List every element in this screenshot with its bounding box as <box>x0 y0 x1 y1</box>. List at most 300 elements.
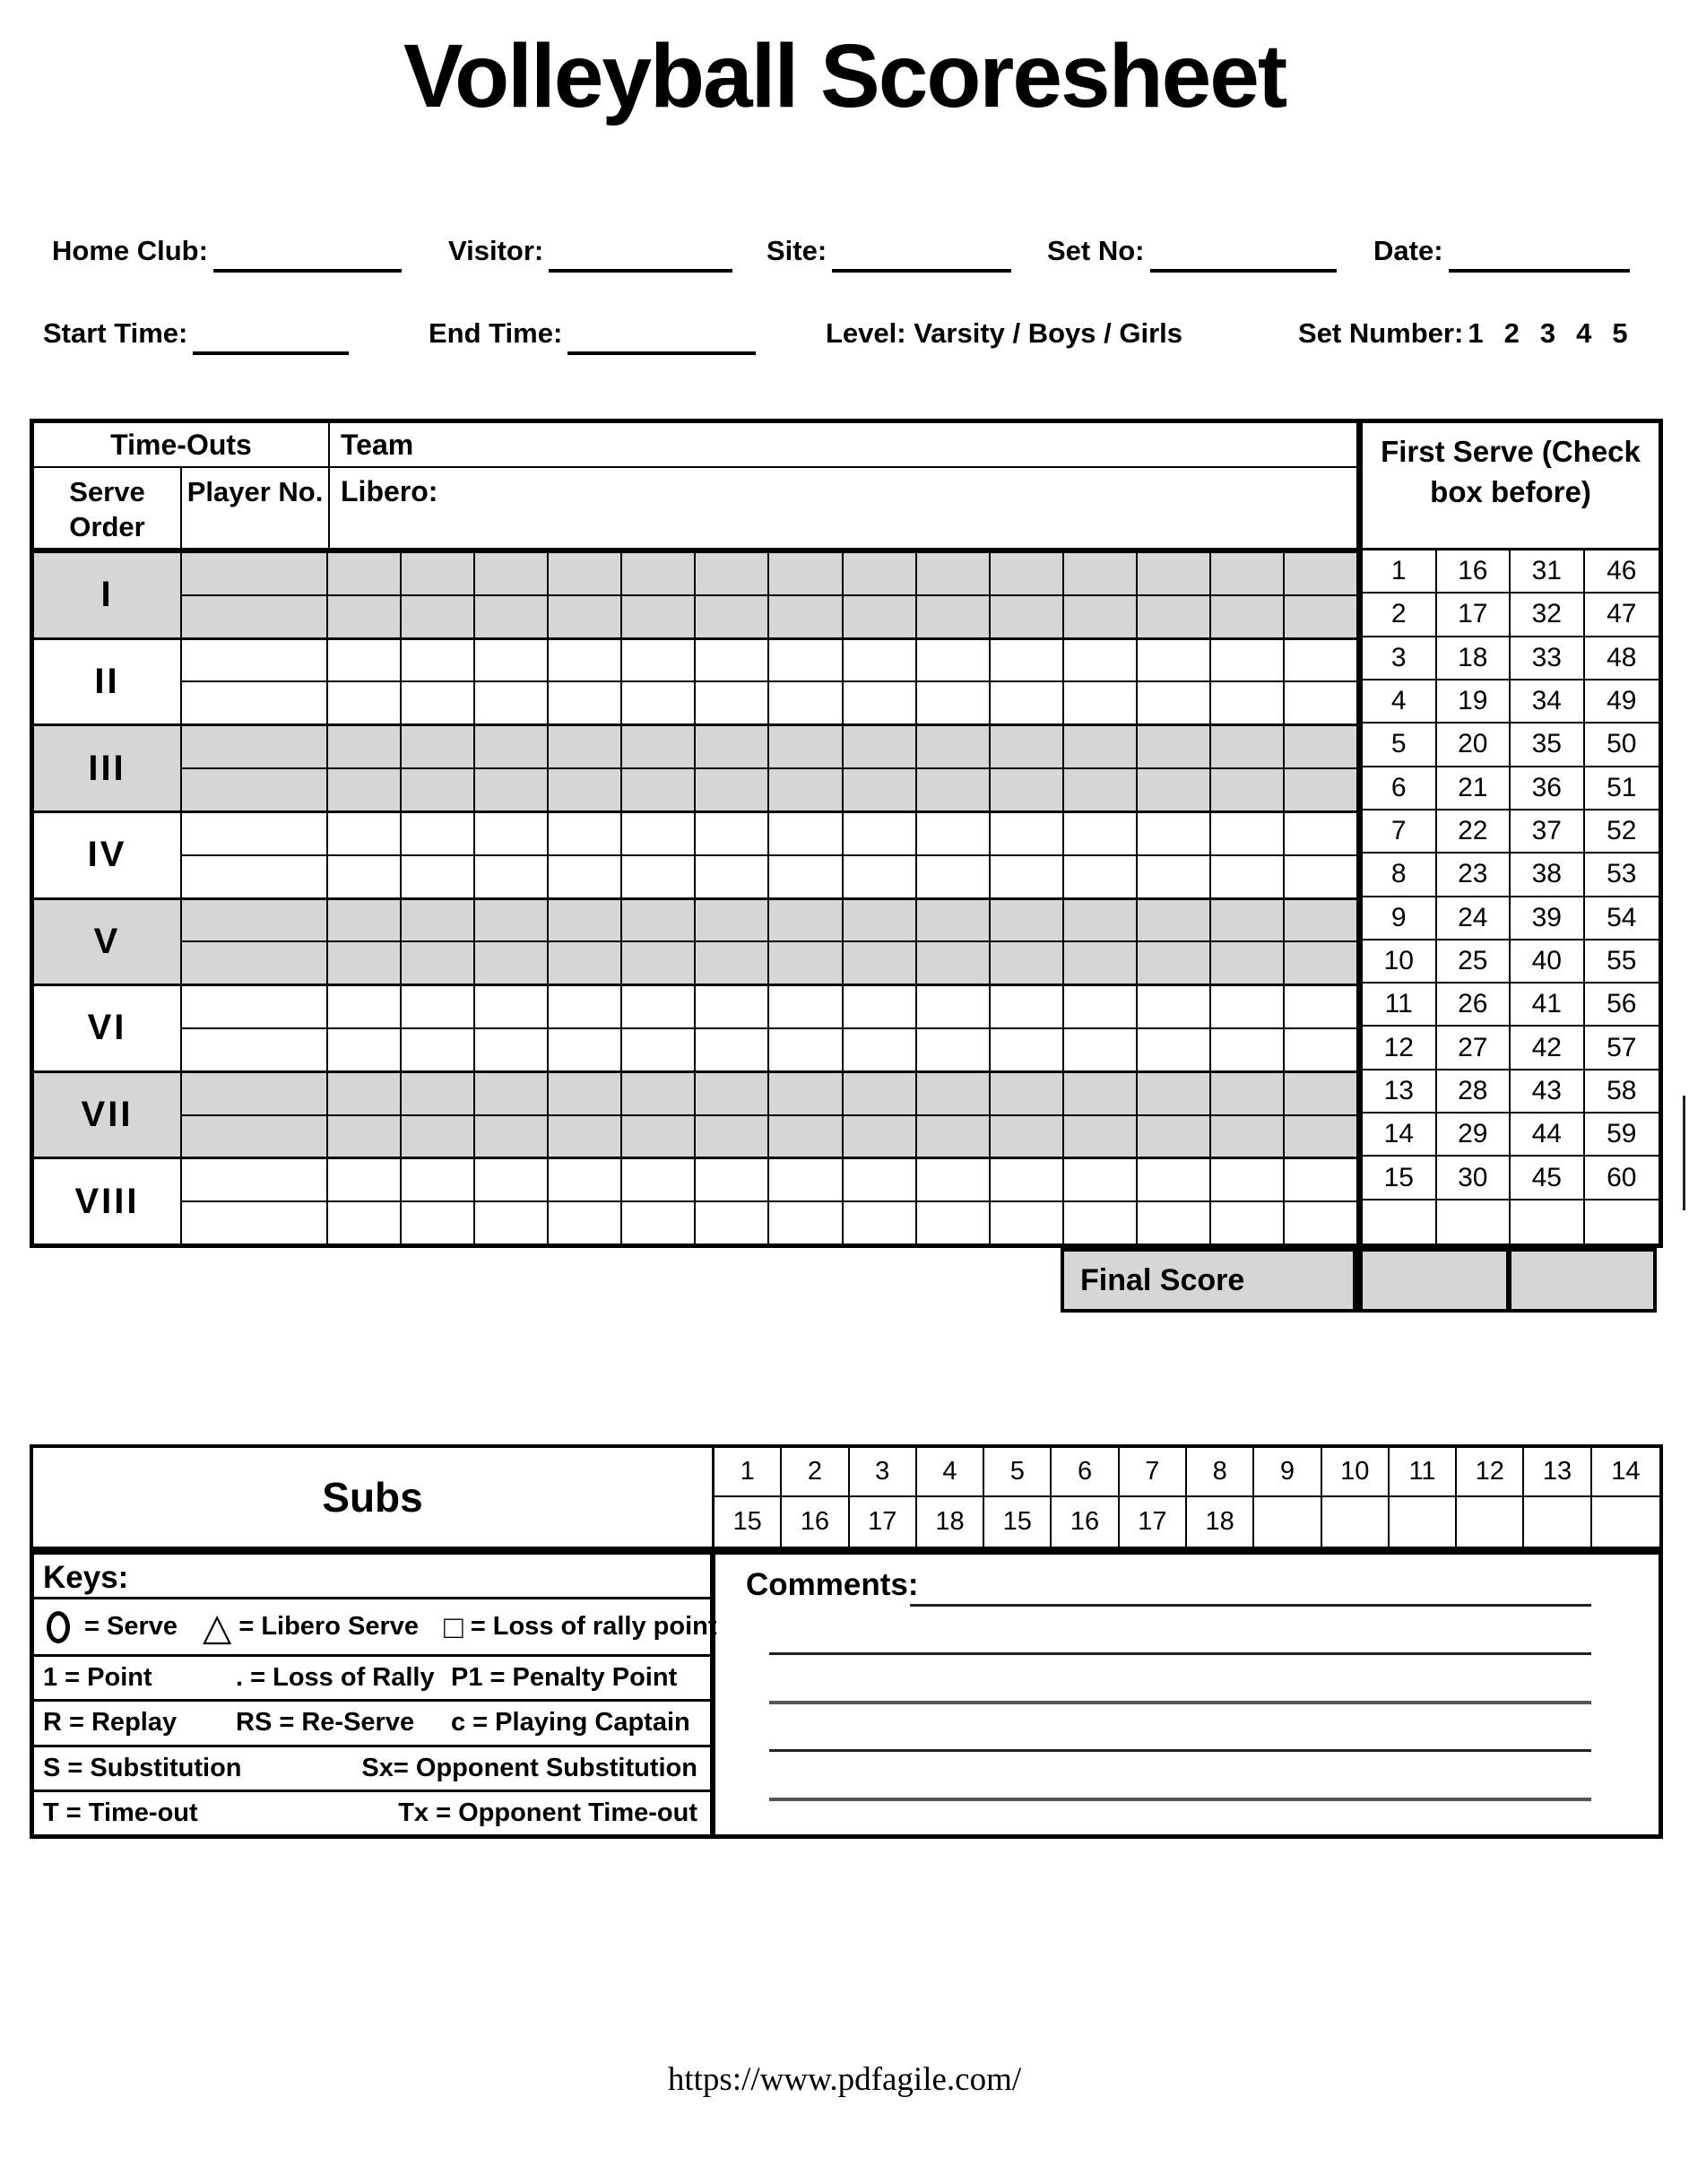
score-cell[interactable] <box>844 1159 917 1200</box>
score-cell[interactable] <box>622 726 696 767</box>
date-input[interactable] <box>1449 235 1630 273</box>
first-serve-cell[interactable]: 59 <box>1585 1114 1659 1157</box>
score-cell[interactable] <box>402 900 475 941</box>
score-cell[interactable] <box>1064 813 1138 854</box>
score-cell[interactable] <box>622 596 696 637</box>
score-cell[interactable] <box>844 596 917 637</box>
score-cell[interactable] <box>696 596 769 637</box>
score-cell[interactable] <box>1285 553 1356 594</box>
score-cell[interactable] <box>622 1159 696 1200</box>
score-cell[interactable] <box>696 726 769 767</box>
score-cell[interactable] <box>549 1073 622 1114</box>
set-no-input[interactable] <box>1150 235 1337 273</box>
visitor-input[interactable] <box>549 235 732 273</box>
first-serve-cell[interactable]: 41 <box>1511 984 1585 1027</box>
first-serve-cell[interactable]: 4 <box>1363 680 1437 724</box>
score-cell[interactable] <box>1285 900 1356 941</box>
first-serve-cell[interactable]: 30 <box>1437 1157 1511 1200</box>
set-number-option[interactable]: 5 <box>1612 317 1628 349</box>
first-serve-cell[interactable]: 1 <box>1363 550 1437 594</box>
score-cell[interactable] <box>844 682 917 724</box>
final-score-home-cell[interactable] <box>1363 1248 1510 1313</box>
score-cell[interactable] <box>1211 682 1285 724</box>
first-serve-cell[interactable]: 32 <box>1511 594 1585 637</box>
score-cell[interactable] <box>1211 813 1285 854</box>
score-cell[interactable] <box>328 553 402 594</box>
score-cell[interactable] <box>328 1159 402 1200</box>
score-cell[interactable] <box>991 769 1064 810</box>
score-cell[interactable] <box>549 1202 622 1244</box>
first-serve-cell[interactable]: 6 <box>1363 767 1437 810</box>
first-serve-cell[interactable]: 47 <box>1585 594 1659 637</box>
score-cell[interactable] <box>328 596 402 637</box>
score-cell[interactable] <box>1285 1159 1356 1200</box>
first-serve-cell[interactable]: 25 <box>1437 940 1511 984</box>
first-serve-cell[interactable]: 21 <box>1437 767 1511 810</box>
score-cell[interactable] <box>696 1116 769 1157</box>
score-cell[interactable] <box>328 942 402 984</box>
score-cell[interactable] <box>844 942 917 984</box>
player-no-cell[interactable] <box>182 1202 328 1244</box>
set-number-option[interactable]: 1 <box>1468 317 1484 349</box>
subs-cell[interactable] <box>1457 1497 1524 1547</box>
score-cell[interactable] <box>1064 726 1138 767</box>
score-cell[interactable] <box>1138 1202 1211 1244</box>
score-cell[interactable] <box>475 856 549 897</box>
score-cell[interactable] <box>991 986 1064 1027</box>
set-number-option[interactable]: 4 <box>1576 317 1592 349</box>
score-cell[interactable] <box>991 596 1064 637</box>
score-cell[interactable] <box>402 986 475 1027</box>
score-cell[interactable] <box>1211 1073 1285 1114</box>
score-cell[interactable] <box>1211 856 1285 897</box>
subs-cell[interactable]: 18 <box>917 1497 984 1547</box>
first-serve-cell[interactable]: 17 <box>1437 594 1511 637</box>
subs-cell[interactable] <box>1524 1497 1591 1547</box>
score-cell[interactable] <box>328 1073 402 1114</box>
first-serve-cell[interactable]: 37 <box>1511 810 1585 854</box>
first-serve-cell[interactable] <box>1363 1200 1437 1244</box>
score-cell[interactable] <box>328 900 402 941</box>
score-cell[interactable] <box>1138 900 1211 941</box>
score-cell[interactable] <box>328 769 402 810</box>
score-cell[interactable] <box>917 900 991 941</box>
first-serve-cell[interactable]: 48 <box>1585 637 1659 680</box>
score-cell[interactable] <box>1064 942 1138 984</box>
score-cell[interactable] <box>549 900 622 941</box>
first-serve-cell[interactable]: 22 <box>1437 810 1511 854</box>
score-cell[interactable] <box>1285 1116 1356 1157</box>
score-cell[interactable] <box>844 726 917 767</box>
score-cell[interactable] <box>1138 1029 1211 1070</box>
start-time-input[interactable] <box>193 317 349 355</box>
comments-line[interactable] <box>769 1652 1591 1655</box>
score-cell[interactable] <box>769 640 843 681</box>
score-cell[interactable] <box>328 640 402 681</box>
score-cell[interactable] <box>328 1116 402 1157</box>
score-cell[interactable] <box>917 1029 991 1070</box>
first-serve-cell[interactable] <box>1511 1200 1585 1244</box>
score-cell[interactable] <box>769 900 843 941</box>
score-cell[interactable] <box>1064 553 1138 594</box>
score-cell[interactable] <box>991 856 1064 897</box>
player-no-cell[interactable] <box>182 596 328 637</box>
score-cell[interactable] <box>991 1159 1064 1200</box>
score-cell[interactable] <box>917 769 991 810</box>
subs-cell[interactable]: 18 <box>1187 1497 1254 1547</box>
score-cell[interactable] <box>475 596 549 637</box>
first-serve-cell[interactable]: 45 <box>1511 1157 1585 1200</box>
end-time-input[interactable] <box>567 317 756 355</box>
score-cell[interactable] <box>1138 1116 1211 1157</box>
score-cell[interactable] <box>696 942 769 984</box>
score-cell[interactable] <box>1285 769 1356 810</box>
first-serve-cell[interactable]: 31 <box>1511 550 1585 594</box>
score-cell[interactable] <box>328 726 402 767</box>
subs-cell[interactable]: 8 <box>1187 1448 1254 1497</box>
score-cell[interactable] <box>1138 596 1211 637</box>
score-cell[interactable] <box>769 1029 843 1070</box>
score-cell[interactable] <box>549 942 622 984</box>
first-serve-cell[interactable]: 39 <box>1511 897 1585 940</box>
score-cell[interactable] <box>1211 726 1285 767</box>
first-serve-cell[interactable]: 35 <box>1511 724 1585 767</box>
score-cell[interactable] <box>991 1029 1064 1070</box>
player-no-cell[interactable] <box>182 986 328 1027</box>
player-no-cell[interactable] <box>182 856 328 897</box>
score-cell[interactable] <box>1064 640 1138 681</box>
score-cell[interactable] <box>844 553 917 594</box>
score-cell[interactable] <box>769 813 843 854</box>
score-cell[interactable] <box>769 769 843 810</box>
score-cell[interactable] <box>622 1202 696 1244</box>
score-cell[interactable] <box>402 553 475 594</box>
score-cell[interactable] <box>1138 553 1211 594</box>
score-cell[interactable] <box>549 769 622 810</box>
subs-cell[interactable]: 12 <box>1457 1448 1524 1497</box>
score-cell[interactable] <box>769 553 843 594</box>
score-cell[interactable] <box>696 813 769 854</box>
score-cell[interactable] <box>1285 640 1356 681</box>
score-cell[interactable] <box>402 769 475 810</box>
first-serve-cell[interactable]: 34 <box>1511 680 1585 724</box>
score-cell[interactable] <box>1285 682 1356 724</box>
score-cell[interactable] <box>1138 856 1211 897</box>
score-cell[interactable] <box>1064 900 1138 941</box>
score-cell[interactable] <box>844 769 917 810</box>
first-serve-cell[interactable]: 26 <box>1437 984 1511 1027</box>
player-no-cell[interactable] <box>182 1116 328 1157</box>
score-cell[interactable] <box>844 986 917 1027</box>
score-cell[interactable] <box>402 1159 475 1200</box>
score-cell[interactable] <box>622 942 696 984</box>
comments-line[interactable] <box>769 1701 1591 1704</box>
score-cell[interactable] <box>475 900 549 941</box>
score-cell[interactable] <box>917 986 991 1027</box>
score-cell[interactable] <box>1211 640 1285 681</box>
first-serve-cell[interactable]: 54 <box>1585 897 1659 940</box>
score-cell[interactable] <box>402 1202 475 1244</box>
first-serve-cell[interactable]: 15 <box>1363 1157 1437 1200</box>
first-serve-cell[interactable]: 3 <box>1363 637 1437 680</box>
score-cell[interactable] <box>1064 856 1138 897</box>
score-cell[interactable] <box>769 1159 843 1200</box>
score-cell[interactable] <box>622 986 696 1027</box>
first-serve-cell[interactable]: 29 <box>1437 1114 1511 1157</box>
score-cell[interactable] <box>1211 986 1285 1027</box>
score-cell[interactable] <box>402 1116 475 1157</box>
score-cell[interactable] <box>917 596 991 637</box>
player-no-cell[interactable] <box>182 1029 328 1070</box>
first-serve-cell[interactable]: 20 <box>1437 724 1511 767</box>
score-cell[interactable] <box>475 1202 549 1244</box>
subs-cell[interactable]: 2 <box>782 1448 849 1497</box>
score-cell[interactable] <box>1211 1159 1285 1200</box>
score-cell[interactable] <box>1285 596 1356 637</box>
first-serve-cell[interactable]: 53 <box>1585 854 1659 897</box>
score-cell[interactable] <box>402 640 475 681</box>
score-cell[interactable] <box>1211 1029 1285 1070</box>
score-cell[interactable] <box>991 640 1064 681</box>
level-options[interactable]: Level: Varsity / Boys / Girls <box>826 317 1183 349</box>
player-no-cell[interactable] <box>182 769 328 810</box>
score-cell[interactable] <box>844 900 917 941</box>
score-cell[interactable] <box>549 986 622 1027</box>
first-serve-cell[interactable]: 58 <box>1585 1070 1659 1114</box>
libero-field[interactable]: Libero: <box>341 475 438 507</box>
score-cell[interactable] <box>769 596 843 637</box>
subs-cell[interactable]: 4 <box>917 1448 984 1497</box>
score-cell[interactable] <box>917 1202 991 1244</box>
score-cell[interactable] <box>402 682 475 724</box>
score-cell[interactable] <box>328 682 402 724</box>
first-serve-cell[interactable] <box>1585 1200 1659 1244</box>
score-cell[interactable] <box>622 1116 696 1157</box>
score-cell[interactable] <box>991 1202 1064 1244</box>
first-serve-cell[interactable]: 55 <box>1585 940 1659 984</box>
score-cell[interactable] <box>1211 553 1285 594</box>
score-cell[interactable] <box>402 813 475 854</box>
first-serve-cell[interactable]: 38 <box>1511 854 1585 897</box>
first-serve-cell[interactable] <box>1437 1200 1511 1244</box>
score-cell[interactable] <box>769 856 843 897</box>
first-serve-cell[interactable]: 60 <box>1585 1157 1659 1200</box>
score-cell[interactable] <box>1285 726 1356 767</box>
score-cell[interactable] <box>328 856 402 897</box>
score-cell[interactable] <box>1285 856 1356 897</box>
score-cell[interactable] <box>1285 1029 1356 1070</box>
score-cell[interactable] <box>991 900 1064 941</box>
score-cell[interactable] <box>1211 942 1285 984</box>
subs-cell[interactable]: 14 <box>1592 1448 1659 1497</box>
comments-line[interactable] <box>769 1798 1591 1801</box>
score-cell[interactable] <box>1064 1202 1138 1244</box>
first-serve-cell[interactable]: 33 <box>1511 637 1585 680</box>
score-cell[interactable] <box>622 553 696 594</box>
score-cell[interactable] <box>402 1029 475 1070</box>
score-cell[interactable] <box>475 1116 549 1157</box>
first-serve-cell[interactable]: 16 <box>1437 550 1511 594</box>
player-no-cell[interactable] <box>182 640 328 681</box>
score-cell[interactable] <box>1064 986 1138 1027</box>
score-cell[interactable] <box>917 726 991 767</box>
score-cell[interactable] <box>696 769 769 810</box>
score-cell[interactable] <box>549 1159 622 1200</box>
first-serve-cell[interactable]: 42 <box>1511 1027 1585 1070</box>
first-serve-cell[interactable]: 46 <box>1585 550 1659 594</box>
score-cell[interactable] <box>1211 1116 1285 1157</box>
score-cell[interactable] <box>844 1029 917 1070</box>
score-cell[interactable] <box>1064 1116 1138 1157</box>
score-cell[interactable] <box>1138 942 1211 984</box>
score-cell[interactable] <box>475 1159 549 1200</box>
score-cell[interactable] <box>1285 813 1356 854</box>
score-cell[interactable] <box>1211 1202 1285 1244</box>
subs-cell[interactable] <box>1254 1497 1321 1547</box>
score-cell[interactable] <box>622 900 696 941</box>
first-serve-cell[interactable]: 18 <box>1437 637 1511 680</box>
first-serve-cell[interactable]: 11 <box>1363 984 1437 1027</box>
score-cell[interactable] <box>696 1159 769 1200</box>
score-cell[interactable] <box>991 942 1064 984</box>
score-cell[interactable] <box>549 596 622 637</box>
subs-cell[interactable]: 11 <box>1390 1448 1457 1497</box>
score-cell[interactable] <box>622 813 696 854</box>
score-cell[interactable] <box>769 726 843 767</box>
score-cell[interactable] <box>917 553 991 594</box>
score-cell[interactable] <box>769 942 843 984</box>
subs-cell[interactable]: 5 <box>984 1448 1052 1497</box>
score-cell[interactable] <box>549 640 622 681</box>
first-serve-cell[interactable]: 44 <box>1511 1114 1585 1157</box>
player-no-cell[interactable] <box>182 553 328 594</box>
score-cell[interactable] <box>844 1073 917 1114</box>
subs-cell[interactable]: 1 <box>715 1448 782 1497</box>
subs-cell[interactable] <box>1592 1497 1659 1547</box>
score-cell[interactable] <box>991 726 1064 767</box>
score-cell[interactable] <box>1064 596 1138 637</box>
score-cell[interactable] <box>622 856 696 897</box>
subs-cell[interactable]: 13 <box>1524 1448 1591 1497</box>
score-cell[interactable] <box>696 640 769 681</box>
score-cell[interactable] <box>991 813 1064 854</box>
first-serve-cell[interactable]: 13 <box>1363 1070 1437 1114</box>
score-cell[interactable] <box>696 1073 769 1114</box>
score-cell[interactable] <box>1138 986 1211 1027</box>
score-cell[interactable] <box>475 813 549 854</box>
score-cell[interactable] <box>1138 682 1211 724</box>
score-cell[interactable] <box>1138 1159 1211 1200</box>
score-cell[interactable] <box>475 986 549 1027</box>
score-cell[interactable] <box>475 1029 549 1070</box>
score-cell[interactable] <box>696 900 769 941</box>
subs-cell[interactable]: 16 <box>782 1497 849 1547</box>
player-no-cell[interactable] <box>182 813 328 854</box>
subs-cell[interactable]: 6 <box>1052 1448 1119 1497</box>
score-cell[interactable] <box>917 640 991 681</box>
score-cell[interactable] <box>402 1073 475 1114</box>
player-no-cell[interactable] <box>182 942 328 984</box>
score-cell[interactable] <box>917 1116 991 1157</box>
first-serve-cell[interactable]: 7 <box>1363 810 1437 854</box>
subs-cell[interactable]: 17 <box>850 1497 917 1547</box>
score-cell[interactable] <box>696 856 769 897</box>
score-cell[interactable] <box>475 942 549 984</box>
first-serve-cell[interactable]: 57 <box>1585 1027 1659 1070</box>
score-cell[interactable] <box>1138 726 1211 767</box>
score-cell[interactable] <box>1064 1029 1138 1070</box>
first-serve-cell[interactable]: 50 <box>1585 724 1659 767</box>
score-cell[interactable] <box>1285 942 1356 984</box>
score-cell[interactable] <box>991 553 1064 594</box>
first-serve-cell[interactable]: 2 <box>1363 594 1437 637</box>
score-cell[interactable] <box>917 942 991 984</box>
score-cell[interactable] <box>622 640 696 681</box>
first-serve-cell[interactable]: 23 <box>1437 854 1511 897</box>
score-cell[interactable] <box>844 856 917 897</box>
first-serve-cell[interactable]: 5 <box>1363 724 1437 767</box>
score-cell[interactable] <box>549 1116 622 1157</box>
score-cell[interactable] <box>402 596 475 637</box>
subs-cell[interactable]: 10 <box>1322 1448 1390 1497</box>
player-no-cell[interactable] <box>182 1073 328 1114</box>
player-no-cell[interactable] <box>182 726 328 767</box>
first-serve-cell[interactable]: 40 <box>1511 940 1585 984</box>
first-serve-cell[interactable]: 14 <box>1363 1114 1437 1157</box>
score-cell[interactable] <box>917 813 991 854</box>
score-cell[interactable] <box>328 813 402 854</box>
player-no-cell[interactable] <box>182 1159 328 1200</box>
score-cell[interactable] <box>769 682 843 724</box>
score-cell[interactable] <box>475 553 549 594</box>
score-cell[interactable] <box>1285 1202 1356 1244</box>
score-cell[interactable] <box>1211 900 1285 941</box>
subs-cell[interactable]: 15 <box>715 1497 782 1547</box>
first-serve-cell[interactable]: 28 <box>1437 1070 1511 1114</box>
home-club-input[interactable] <box>213 235 402 273</box>
score-cell[interactable] <box>696 1029 769 1070</box>
first-serve-cell[interactable]: 43 <box>1511 1070 1585 1114</box>
score-cell[interactable] <box>769 986 843 1027</box>
score-cell[interactable] <box>475 682 549 724</box>
score-cell[interactable] <box>696 986 769 1027</box>
score-cell[interactable] <box>1138 1073 1211 1114</box>
score-cell[interactable] <box>991 1116 1064 1157</box>
score-cell[interactable] <box>475 640 549 681</box>
score-cell[interactable] <box>1138 813 1211 854</box>
score-cell[interactable] <box>402 856 475 897</box>
set-number-option[interactable]: 2 <box>1503 317 1520 349</box>
first-serve-cell[interactable]: 8 <box>1363 854 1437 897</box>
score-cell[interactable] <box>769 1202 843 1244</box>
score-cell[interactable] <box>844 813 917 854</box>
score-cell[interactable] <box>1138 640 1211 681</box>
first-serve-cell[interactable]: 19 <box>1437 680 1511 724</box>
subs-cell[interactable]: 7 <box>1120 1448 1187 1497</box>
score-cell[interactable] <box>844 1202 917 1244</box>
score-cell[interactable] <box>475 769 549 810</box>
score-cell[interactable] <box>549 1029 622 1070</box>
score-cell[interactable] <box>1285 1073 1356 1114</box>
score-cell[interactable] <box>1138 769 1211 810</box>
score-cell[interactable] <box>917 856 991 897</box>
score-cell[interactable] <box>328 1029 402 1070</box>
final-score-visitor-cell[interactable] <box>1510 1248 1657 1313</box>
score-cell[interactable] <box>917 682 991 724</box>
score-cell[interactable] <box>991 682 1064 724</box>
score-cell[interactable] <box>1064 1073 1138 1114</box>
score-cell[interactable] <box>696 682 769 724</box>
